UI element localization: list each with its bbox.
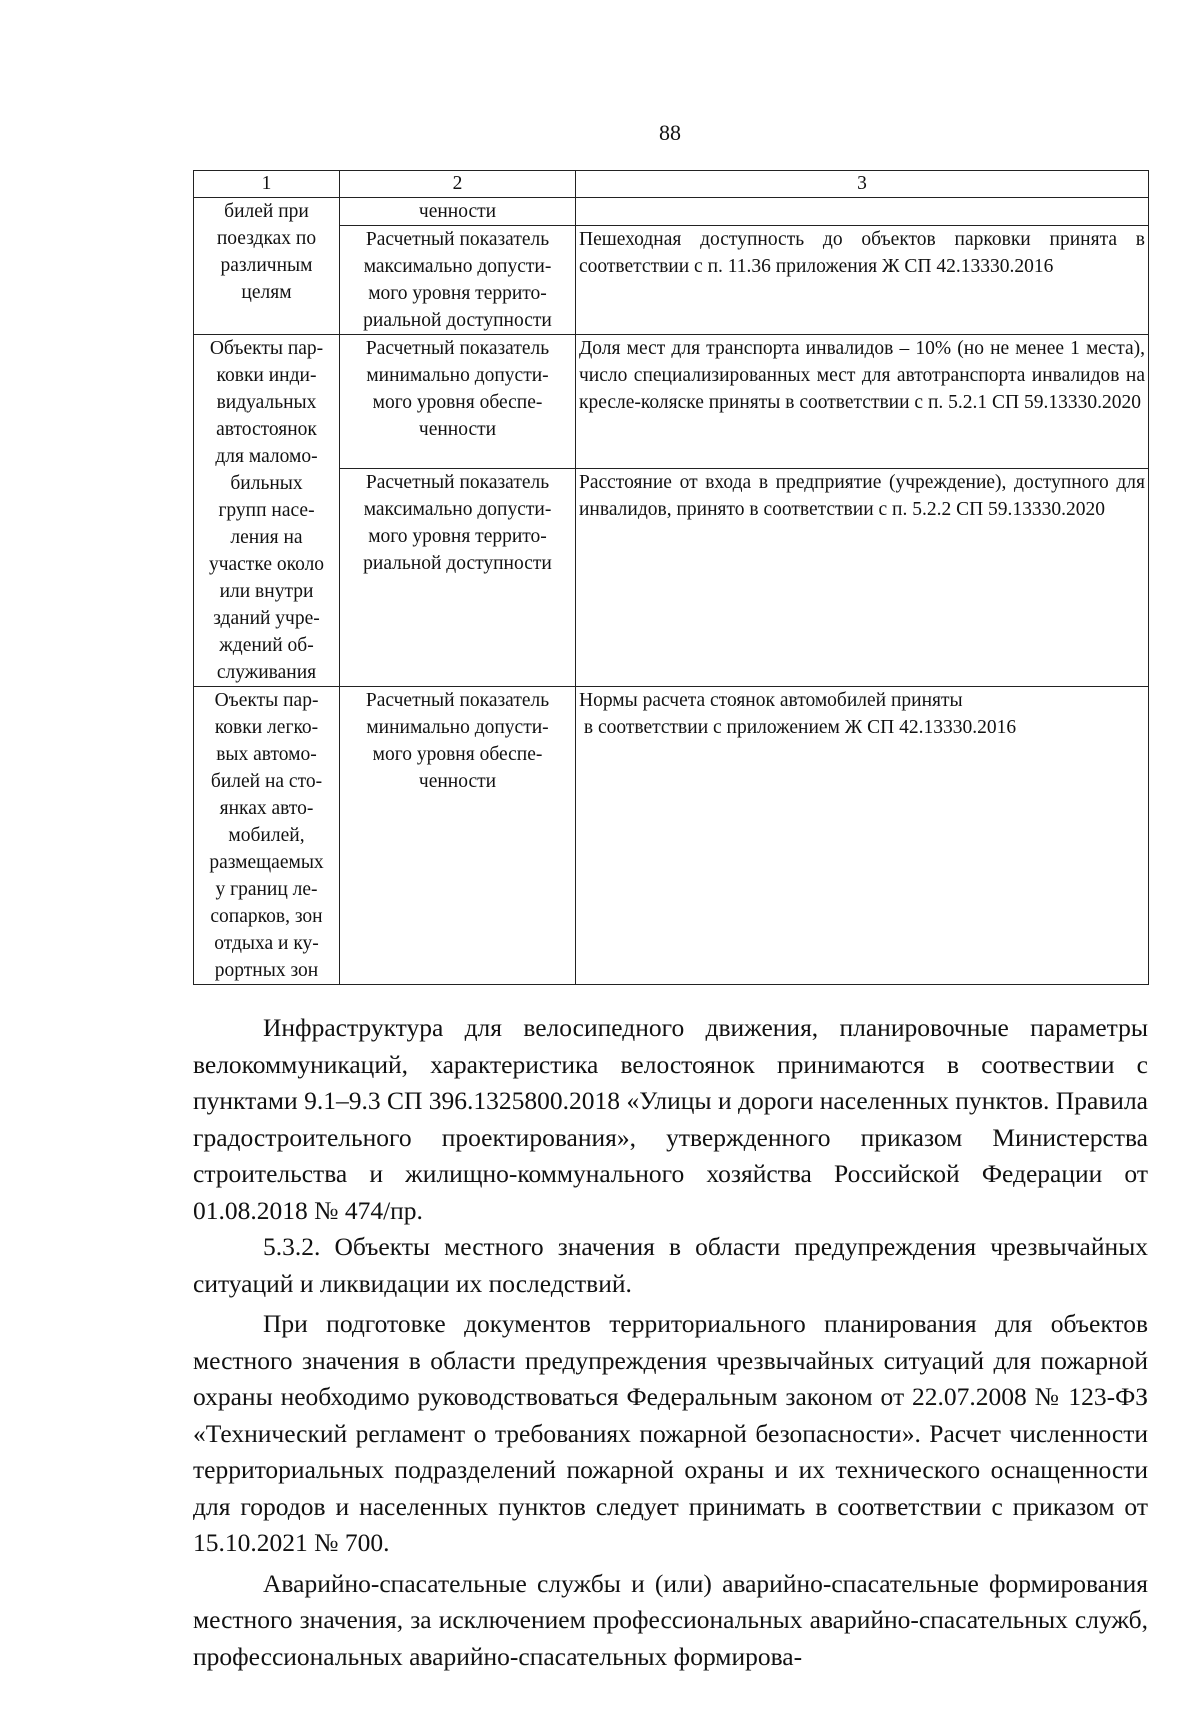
- object-line: целям: [241, 282, 292, 303]
- column-header-2: 2: [340, 171, 576, 198]
- indicator-line: риальной доступности: [363, 310, 552, 331]
- indicator-line: максимально допусти-: [363, 256, 552, 277]
- indicator-line: Расчетный показатель: [365, 229, 550, 250]
- object-line: бильных: [230, 473, 303, 494]
- indicator-line: Расчетный показатель: [365, 472, 550, 493]
- indicator-cell: ченности: [340, 198, 576, 226]
- value-cell: [576, 198, 1149, 226]
- object-line: участке около: [208, 554, 325, 575]
- norms-table: [193, 170, 1149, 985]
- object-line: отдыха и ку-: [214, 933, 319, 954]
- table-row: [194, 335, 1149, 469]
- table-row: [194, 198, 1149, 226]
- object-line: Объекты пар-: [209, 338, 324, 359]
- value-cell: Пешеходная доступность до объектов парковки принята в соответствии с п. 11.36 приложения Ж СП 42.13330.2016: [576, 226, 1149, 335]
- indicator-line: максимально допусти-: [363, 499, 552, 520]
- object-line: автостоянок: [216, 419, 317, 440]
- object-cell: [194, 335, 340, 687]
- indicator-cell: [340, 687, 576, 985]
- indicator-cell: [340, 335, 576, 469]
- indicator-line: риальной доступности: [363, 553, 552, 574]
- section-heading: 5.3.2. Объекты местного значения в области предупреждения чрезвычайных ситуаций и ликвидации их последствий.: [193, 1232, 1148, 1298]
- column-header-1: 1: [194, 171, 340, 198]
- indicator-line: мого уровня обеспе-: [372, 744, 543, 765]
- object-line: групп насе-: [218, 500, 315, 521]
- indicator-line: ченности: [418, 419, 497, 440]
- object-line: размещаемых: [209, 852, 324, 873]
- object-line: ковки инди-: [216, 365, 317, 386]
- table-row: [194, 687, 1149, 985]
- indicator-line: минимально допусти-: [366, 365, 549, 386]
- body-text: [193, 1010, 1148, 1675]
- object-line: или внутри: [219, 581, 314, 602]
- object-line: ления на: [230, 527, 303, 548]
- object-line: ковки легко-: [214, 717, 319, 738]
- indicator-line: мого уровня террито-: [368, 526, 547, 547]
- column-header-3: 3: [576, 171, 1149, 198]
- table-header-row: [194, 171, 1149, 198]
- object-line: билей при: [224, 201, 309, 222]
- indicator-line: Расчетный показатель: [365, 690, 550, 711]
- paragraph: Инфраструктура для велосипедного движения, планировочные параметры велокоммуникаций, характеристика велостоянок принимаются в соотвествии с пунктами 9.1–9.3 СП 396.1325800.2018 «Улицы и дороги населенных пунктов. Правила градостроительного проектирования», утвержденного приказом Министерства строительства и жилищно-коммунального хозяйства Российской Федерации от 01.08.2018 № 474/пр.: [193, 1013, 1148, 1225]
- object-cell: [194, 198, 340, 335]
- page-number: 88: [659, 120, 681, 145]
- indicator-line: ченности: [418, 771, 497, 792]
- object-line: ждений об-: [219, 635, 314, 656]
- indicator-cell: [340, 226, 576, 335]
- paragraph: При подготовке документов территориального планирования для объектов местного значения в области предупреждения чрезвычайных ситуаций для пожарной охраны необходимо руководствоваться Федеральным законом от 22.07.2008 № 123-ФЗ «Технический регламент о требованиях пожарной безопасности». Расчет численности территориальных подразделений пожарной охраны и их технического оснащенности для городов и населенных пунктов следует принимать в соответствии с приказом от 15.10.2021 № 700.: [193, 1309, 1148, 1557]
- object-line: зданий учре-: [213, 608, 320, 629]
- object-line: поездках по: [216, 228, 317, 249]
- value-cell: Расстояние от входа в предприятие (учреждение), доступного для инвалидов, принято в соответствии с п. 5.2.2 СП 59.13330.2020: [576, 469, 1149, 687]
- value-line: Нормы расчета стоянок автомобилей приняты: [579, 690, 963, 711]
- value-cell: Доля мест для транспорта инвалидов – 10% (но не менее 1 места), число специализированных мест для автотранспорта инвалидов на кресле-коляске приняты в соответствии с п. 5.2.1 СП 59.13330.2020: [576, 335, 1149, 469]
- paragraph: Аварийно-спасательные службы и (или) аварийно-спасательные формирования местного значения, за исключением профессиональных аварийно-спасательных служб, профессиональных аварийно-спасательных формирова-: [193, 1568, 1148, 1671]
- value-cell: [576, 687, 1149, 985]
- indicator-cell: [340, 469, 576, 687]
- indicator-line: мого уровня террито-: [368, 283, 547, 304]
- object-line: вых автомо-: [216, 744, 317, 765]
- indicator-line: мого уровня обеспе-: [372, 392, 543, 413]
- object-line: мобилей,: [228, 825, 305, 846]
- indicator-line: минимально допусти-: [366, 717, 549, 738]
- object-line: служивания: [216, 662, 317, 683]
- indicator-line: Расчетный показатель: [365, 338, 550, 359]
- object-line: билей на сто-: [210, 771, 323, 792]
- object-line: различным: [220, 255, 313, 276]
- object-line: для маломо-: [215, 446, 318, 467]
- object-line: янках авто-: [219, 798, 314, 819]
- object-line: рортных зон: [214, 960, 319, 981]
- object-cell: [194, 687, 340, 985]
- object-line: видуальных: [216, 392, 317, 413]
- object-line: у границ ле-: [215, 879, 318, 900]
- object-line: сопарков, зон: [210, 906, 323, 927]
- object-line: Оъекты пар-: [214, 690, 319, 711]
- value-line: в соответствии с приложением Ж СП 42.13330.2016: [579, 717, 1017, 738]
